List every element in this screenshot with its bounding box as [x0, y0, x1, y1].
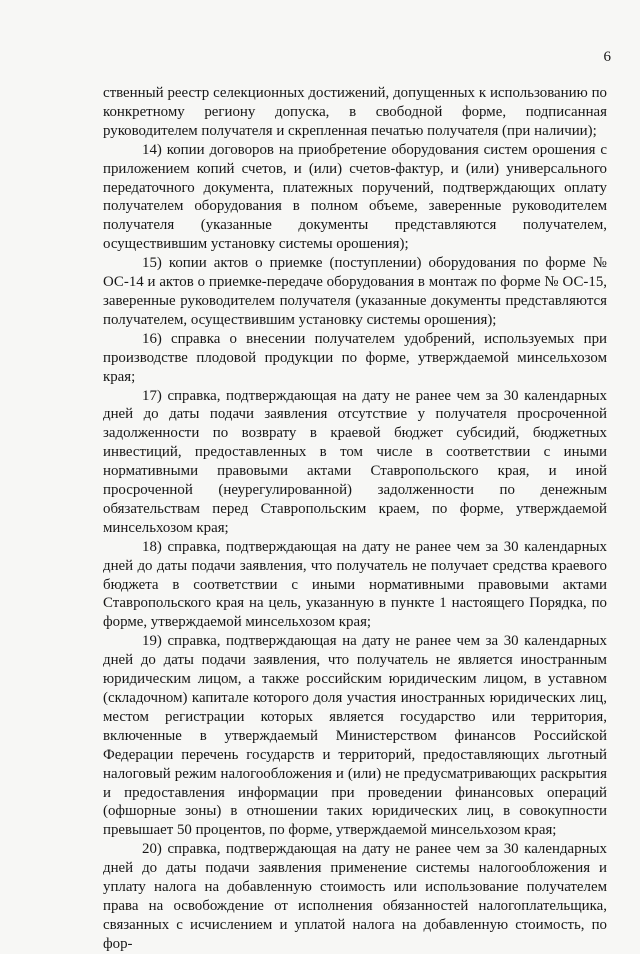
paragraph-item-18: 18) справка, подтверждающая на дату не ранее чем за 30 календарных дней до даты подачи заявления, что получатель не получает средства краевого бюджета в соответствии с иными нормативными правовыми актами Ставропольского края на цель, указанную в пункте 1 настоящего Порядка, по форме, утверждаемой минсельхозом края;: [103, 538, 607, 631]
page-number: 6: [603, 49, 611, 65]
document-body: [103, 84, 607, 954]
paragraph-item-19: 19) справка, подтверждающая на дату не ранее чем за 30 календарных дней до даты подачи заявления, что получатель не является иностранным юридическим лицом, а также российским юридическим лицом, в уставном (складочном) капитале которого доля участия иностранных юридических лиц, местом регистрации которых является государство или территория, включенные в утверждаемый Министерством финансов Российской Федерации перечень государств и территорий, предоставляющих льготный налоговый режим налогообложения и (или) не предусматривающих раскрытия и предоставления информации при проведении финансовых операций (офшорные зоны) в отношении таких юридических лиц, в совокупности превышает 50 процентов, по форме, утверждаемой минсельхозом края;: [103, 633, 607, 839]
paragraph-item-16: 16) справка о внесении получателем удобрений, используемых при производстве плодовой продукции по форме, утверждаемой минсельхозом края;: [103, 330, 607, 385]
paragraph-item-14: 14) копии договоров на приобретение оборудования систем орошения с приложением копий счетов, и (или) счетов-фактур, и (или) универсального передаточного документа, платежных поручений, подтверждающих оплату получателем оборудования в полном объеме, заверенные руководителем получателя (указанные документы представляются получателем, осуществившим установку системы орошения);: [103, 141, 607, 253]
paragraph-continuation: ственный реестр селекционных достижений, допущенных к использованию по конкретному региону допуска, в свободной форме, подписанная руководителем получателя и скрепленная печатью получателя (при наличии);: [103, 85, 607, 139]
paragraph-item-15: 15) копии актов о приемке (поступлении) оборудования по форме № ОС-14 и актов о приемке-передаче оборудования в монтаж по форме № ОС-15, заверенные руководителем получателя (указанные документы представляются получателем, осуществившим установку системы орошения);: [103, 255, 607, 328]
paragraph-item-20: 20) справка, подтверждающая на дату не ранее чем за 30 календарных дней до даты подачи заявления применение системы налогообложения и уплату налога на добавленную стоимость или использование получателем права на освобождение от исполнения обязанностей налогоплательщика, связанных с исчислением и уплатой налога на добавленную стоимость, по фор-: [103, 841, 607, 952]
paragraph-item-17: 17) справка, подтверждающая на дату не ранее чем за 30 календарных дней до даты подачи заявления отсутствие у получателя просроченной задолженности по возврату в краевой бюджет субсидий, бюджетных инвестиций, предоставленных в том числе в соответствии с иными нормативными правовыми актами Ставропольского края, и иной просроченной (неурегулированной) задолженности по денежным обязательствам перед Ставропольским краем, по форме, утверждаемой минсельхозом края;: [103, 387, 607, 536]
